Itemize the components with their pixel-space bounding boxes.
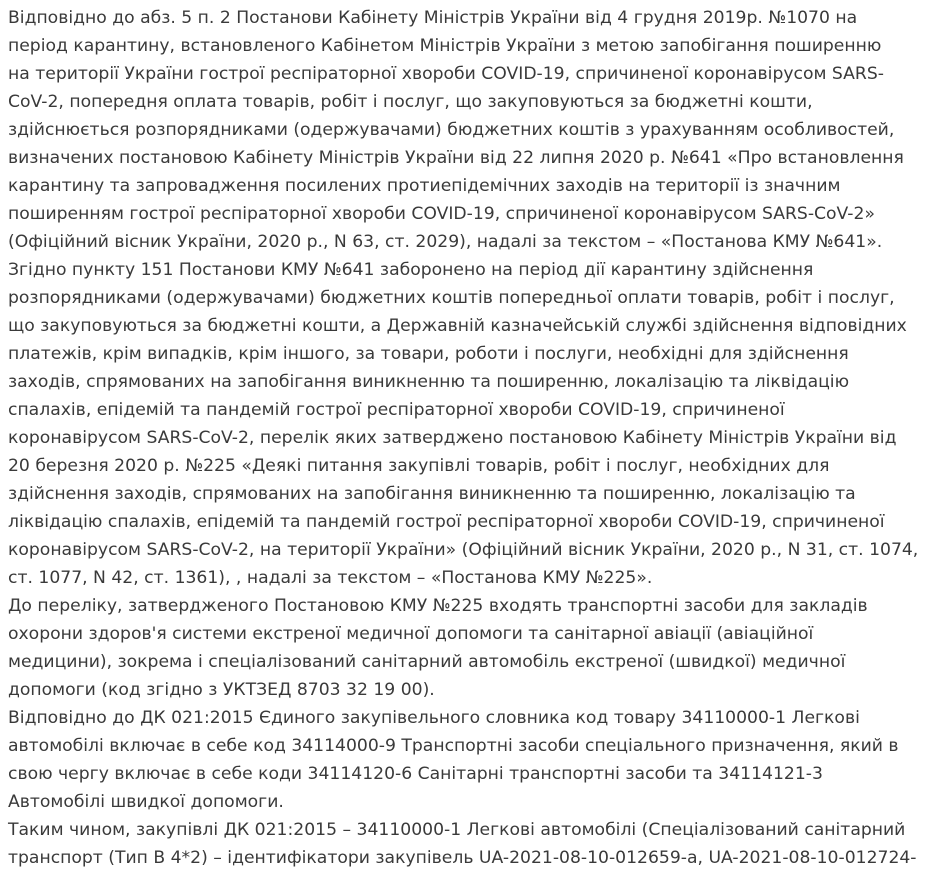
text-line: CoV-2, попередня оплата товарів, робіт і послуг, що закуповуються за бюджетні кошти,: [8, 92, 813, 112]
text-line: ст. 1077, N 42, ст. 1361), , надалі за текстом – «Постанова КМУ №225».: [8, 568, 653, 588]
text-line: охорони здоров'я системи екстреної медичної допомоги та санітарної авіації (авіаційної: [8, 624, 814, 644]
text-line: поширенням гострої респіраторної хвороби COVID-19, спричиненої коронавірусом SARS-CoV-2»: [8, 204, 875, 224]
text-line: платежів, крім випадків, крім іншого, за товари, роботи і послуги, необхідні для здійснення: [8, 344, 849, 364]
text-line: що закуповуються за бюджетні кошти, а Державній казначейській службі здійснення відповідних: [8, 316, 907, 336]
text-line: (Офіційний вісник України, 2020 р., N 63, ст. 2029), надалі за текстом – «Постанова КМУ №641».: [8, 232, 883, 252]
text-line: свою чергу включає в себе коди 34114120-6 Санітарні транспортні засоби та 34114121-3: [8, 764, 823, 784]
text-line: коронавірусом SARS-CoV-2, на території України» (Офіційний вісник України, 2020 р., N 31, ст. 1074,: [8, 540, 919, 560]
text-line: здійснюється розпорядниками (одержувачами) бюджетних коштів з урахуванням особливостей,: [8, 120, 895, 140]
text-line: визначених постановою Кабінету Міністрів України від 22 липня 2020 р. №641 «Про встановлення: [8, 148, 904, 168]
text-line: коронавірусом SARS-CoV-2, перелік яких затверджено постановою Кабінету Міністрів України від: [8, 428, 897, 448]
text-line: період карантину, встановленого Кабінетом Міністрів України з метою запобігання поширенню: [8, 36, 882, 56]
text-line: До переліку, затвердженого Постановою КМУ №225 входять транспортні засоби для закладів: [8, 596, 868, 616]
text-line: Згідно пункту 151 Постанови КМУ №641 заборонено на період дії карантину здійснення: [8, 260, 814, 280]
text-line: спалахів, епідемій та пандемій гострої респіраторної хвороби COVID-19, спричиненої: [8, 400, 785, 420]
text-line: медицини), зокрема і спеціалізований санітарний автомобіль екстреної (швидкої) медичної: [8, 652, 846, 672]
text-line: заходів, спрямованих на запобігання виникненню та поширенню, локалізацію та ліквідацію: [8, 372, 850, 392]
paragraph-clause-151: [8, 256, 939, 592]
text-line: автомобілі включає в себе код 34114000-9 Транспортні засоби спеціального призначення, який в: [8, 736, 899, 756]
paragraph-dk-021: [8, 704, 939, 816]
paragraph-list-225: [8, 592, 939, 704]
text-line: Автомобілі швидкої допомоги.: [8, 792, 284, 812]
text-line: карантину та запровадження посилених протиепідемічних заходів на території із значним: [8, 176, 841, 196]
text-line: здійснення заходів, спрямованих на запобігання виникненню та поширенню, локалізацію та: [8, 484, 856, 504]
text-line: Відповідно до абз. 5 п. 2 Постанови Кабінету Міністрів України від 4 грудня 2019р. №1070 на: [8, 8, 858, 28]
text-line: допомоги (код згідно з УКТЗЕД 8703 32 19 00).: [8, 680, 435, 700]
paragraph-conclusion: [8, 816, 939, 872]
text-line: ліквідацію спалахів, епідемій та пандемій гострої респіраторної хвороби COVID-19, спричиненої: [8, 512, 885, 532]
text-line: Таким чином, закупівлі ДК 021:2015 – 34110000-1 Легкові автомобілі (Спеціалізований санітарний: [8, 820, 906, 840]
text-line: 20 березня 2020 р. №225 «Деякі питання закупівлі товарів, робіт і послуг, необхідних для: [8, 456, 830, 476]
text-line: Відповідно до ДК 021:2015 Єдиного закупівельного словника код товару 34110000-1 Легкові: [8, 708, 860, 728]
text-line: розпорядниками (одержувачами) бюджетних коштів попередньої оплати товарів, робіт і послуг,: [8, 288, 895, 308]
text-line: на території України гострої респіраторної хвороби COVID-19, спричиненої коронавірусом SARS-: [8, 64, 884, 84]
paragraph-resolution-1070: [8, 4, 939, 256]
text-line: транспорт (Тип В 4*2) – ідентифікатори закупівель UA-2021-08-10-012659-а, UA-2021-08-10-012724-: [8, 848, 917, 868]
